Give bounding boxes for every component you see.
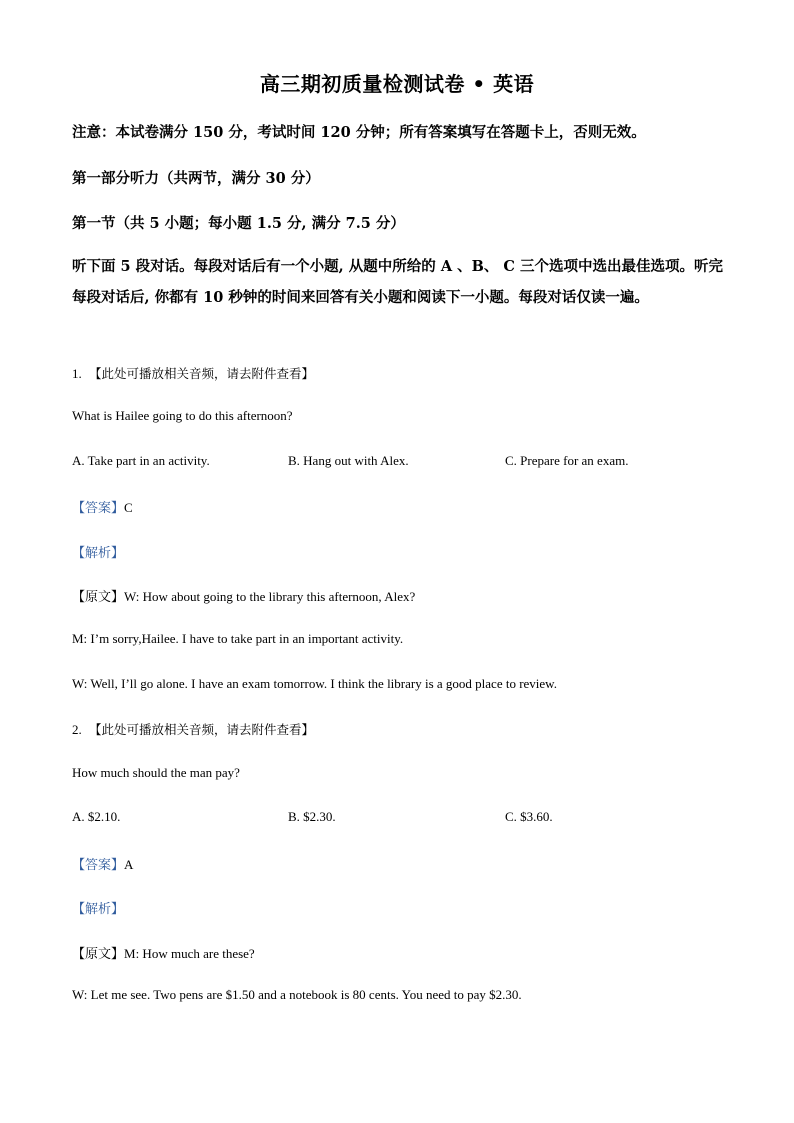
question-1-transcript-1 bbox=[72, 586, 734, 605]
answer-value: C bbox=[124, 500, 133, 515]
page-title: 高三期初质量检测试卷 • 英语 bbox=[259, 72, 535, 96]
answer-tag: 【答案】 bbox=[72, 858, 125, 873]
audio-note: 【此处可播放相关音频，请去附件查看】 bbox=[89, 366, 315, 381]
analysis-tag: 【解析】 bbox=[72, 546, 125, 561]
notice: 注意：本试卷满分 150 分，考试时间 120 分钟；所有答案填写在答题卡上，否则无效。 bbox=[72, 124, 646, 141]
question-1-text: What is Hailee going to do this afternoon? bbox=[72, 408, 293, 423]
instructions: 听下面 5 段对话。每段对话后有一个小题, 从题中所给的 A 、B、 C 三个选项中选出最佳选项。听完每段对话后, 你都有 10 秒钟的时间来回答有关小题和阅读下一小题。每段对话仅读一遍。 bbox=[72, 258, 724, 306]
option-b: B. $2.30. bbox=[288, 809, 336, 824]
question-2-text: How much should the man pay? bbox=[72, 765, 240, 780]
transcript-tag: 【原文】 bbox=[72, 590, 125, 605]
answer-tag: 【答案】 bbox=[72, 501, 125, 516]
question-1-answer bbox=[72, 497, 734, 516]
option-c: C. Prepare for an exam. bbox=[505, 453, 629, 468]
question-1-analysis bbox=[72, 542, 734, 561]
section-heading: 第一节（共 5 小题；每小题 1.5 分, 满分 7.5 分） bbox=[72, 215, 405, 232]
transcript-line: W: How about going to the library this afternoon, Alex? bbox=[124, 589, 416, 604]
question-number: 1. bbox=[72, 366, 82, 381]
option-b: B. Hang out with Alex. bbox=[288, 453, 409, 468]
question-1-transcript-3: W: Well, I’ll go alone. I have an exam tomorrow. I think the library is a good place to review. bbox=[72, 676, 557, 691]
question-2-transcript-2: W: Let me see. Two pens are $1.50 and a notebook is 80 cents. You need to pay $2.30. bbox=[72, 987, 522, 1002]
answer-value: A bbox=[124, 857, 134, 872]
question-2-answer bbox=[72, 854, 734, 873]
option-a: A. Take part in an activity. bbox=[72, 453, 210, 468]
question-number: 2. bbox=[72, 722, 82, 737]
audio-note: 【此处可播放相关音频，请去附件查看】 bbox=[89, 722, 315, 737]
option-c: C. $3.60. bbox=[505, 809, 553, 824]
analysis-tag: 【解析】 bbox=[72, 902, 125, 917]
part-heading: 第一部分听力（共两节，满分 30 分） bbox=[72, 170, 320, 187]
transcript-tag: 【原文】 bbox=[72, 947, 125, 962]
question-2-analysis bbox=[72, 898, 734, 917]
question-1-header bbox=[72, 364, 734, 382]
question-1-transcript-2: M: I’m sorry,Hailee. I have to take part in an important activity. bbox=[72, 631, 404, 646]
question-2-header bbox=[72, 720, 734, 738]
question-2-transcript-1 bbox=[72, 943, 734, 962]
option-a: A. $2.10. bbox=[72, 809, 121, 824]
transcript-line: M: How much are these? bbox=[124, 946, 255, 961]
